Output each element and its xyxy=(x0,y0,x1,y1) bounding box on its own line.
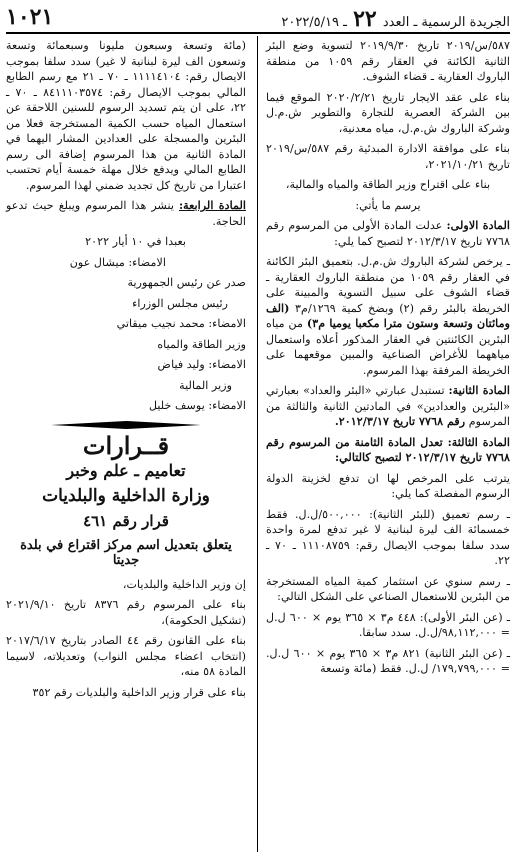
paragraph: بناء على القانون رقم ٤٤ الصادر بتاريخ ٢٠١٧/٦/١٧ (انتخاب اعضاء مجلس النواب) وتعديلاته، لاسيما المادة ٥٨ منه، xyxy=(6,634,246,678)
ornament-divider xyxy=(6,420,246,430)
article-4 xyxy=(6,198,246,229)
signature: الامضاء: يوسف خليل xyxy=(148,399,246,412)
section-title: قــرارات xyxy=(82,430,170,460)
article-3-item: ـ رسم تعميق (للبئر الثانية): ٥٠٠,٠٠٠/ل.ل. فقط خمسمائة الف ليرة لبنانية لا غير تدفع لمرة واحدة سدد سلفا بموجب الايصال رقم: ١١١٠٨٧٥٩ ـ ٧٠ ـ ٢٢. xyxy=(266,507,510,567)
article-2-text: تستبدل عبارتي «البئر والعداد» بعبارتي «البئرين والعدادين» في المادتين الثانية والثالثة من المرسوم xyxy=(266,384,510,428)
article-3-label: المادة الثالثة: xyxy=(447,434,510,449)
decision-number: قرار رقم ٤٦١ xyxy=(83,512,169,530)
column-divider xyxy=(257,36,258,852)
ministry-title: وزارة الداخلية والبلديات xyxy=(42,485,210,506)
paragraph: يرسم ما يأتي: xyxy=(355,198,421,212)
section-subtitle: تعاميم ـ علم وخبر xyxy=(66,461,186,480)
ornament-icon xyxy=(51,420,201,430)
article-3-item: ـ (عن البئر الثانية) ٨٢١ م٣ × ٣٦٥ يوم × ٦٠٠ ل.ل. = ١٧٩,٧٩٩,٠٠٠/ ل.ل. فقط (مائة وتسعة xyxy=(266,646,510,675)
article-3-text: تعدل المادة الثامنة من المرسوم رقم ٧٧٦٨ تاريخ ٢٠١٢/٣/١٧ لتصبح كالتالي: xyxy=(266,434,510,464)
article-1-amount: (الف ومائتان وتسعة وستون مترا مكعبا يوميا م٣) xyxy=(266,300,510,330)
article-1-tail: من مياه البئرين الكائنتين في العقار المذكور أعلاه واستعمال مياههما للأغراض الصناعية والمبين موقعهما على الخريطة المرفقة بهذا المرسوم. xyxy=(266,317,510,377)
paragraph: بناء على اقتراح وزير الطاقة والمياه والمالية، xyxy=(285,178,491,191)
article-1-label: المادة الاولى: xyxy=(446,218,511,232)
article-2 xyxy=(266,383,510,430)
article-3-item: ـ (عن البئر الأولى): ٤٤٨ م٣ × ٣٦٥ يوم × ٦٠٠ ل.ل = ٩٨,١١٢,٠٠٠/ل.ل. سدد سابقا. xyxy=(266,610,510,639)
page-number: ١٠٢١ xyxy=(6,4,54,30)
signed-place-date: بعبدا في ١٠ أيار ٢٠٢٢ xyxy=(85,235,186,248)
article-1 xyxy=(266,218,510,249)
energy-minister: وزير الطاقة والمياه xyxy=(157,337,246,351)
signature: الامضاء: محمد نجيب ميقاتي xyxy=(116,317,246,330)
gazette-title xyxy=(281,6,510,32)
paragraph: بناء على عقد الايجار تاريخ ٢٠٢٠/٢/٢١ الموقع فيما بين الشركة العصرية للتجارة والتطوير ش.م.ل وشركة الباروك ش.م.ل، مياه معدنية، xyxy=(266,90,511,135)
paragraph: بناء على قرار وزير الداخلية والبلديات رقم ٣٥٢ xyxy=(32,685,246,699)
header-rule xyxy=(6,32,510,34)
gazette-name: الجريدة الرسمية ـ العدد xyxy=(382,15,510,30)
signature: الامضاء: ميشال عون xyxy=(69,255,166,269)
article-1-body-text: ـ يرخص لشركة الباروك ش.م.ل. بتعميق البئر الكائنة في العقار رقم ١٠٥٩ من منطقة الباروك العقارية ـ قضاء الشوف على سبيل التسوية والمبينة على الخريطة بالبئر رقم (٢) وبضخ كمية ١٢٦٩/م٣ xyxy=(266,255,510,315)
page-header xyxy=(6,4,510,30)
finance-minister: وزير المالية xyxy=(179,378,232,392)
paragraph: ٥٨٧/س/٢٠١٩ تاريخ ٢٠١٩/٩/٣٠ لتسوية وضع البئر الثانية الكائنة في العقار رقم ١٠٥٩ من منطقة الباروك العقارية ـ قضاء الشوف. xyxy=(266,39,511,83)
article-4-label: المادة الرابعة: xyxy=(179,198,247,212)
paragraph: إن وزير الداخلية والبلديات، xyxy=(122,577,246,591)
signature: الامضاء: وليد فياض xyxy=(157,358,246,371)
issue-date: ـ ٢٠٢٢/٥/١٩ xyxy=(281,15,347,30)
article-3-item: ـ رسم سنوي عن استثمار كمية المياه المستخرجة من البئرين للاستعمال الصناعي على الشكل التالي: xyxy=(266,574,510,603)
decision-subject: يتعلق بتعديل اسم مركز اقتراع في بلدة جديتا xyxy=(20,537,232,568)
right-column xyxy=(266,38,510,852)
article-1-text: عدلت المادة الأولى من المرسوم رقم ٧٧٦٨ تاريخ ٢٠١٢/٣/١٧ لتصبح كما يلي: xyxy=(266,219,510,248)
paragraph: بناء على موافقة الادارة المبدئية رقم ٥٨٧/س/٢٠١٩ تاريخ ٢٠٢١/١٠/٢١، xyxy=(266,142,510,171)
pm-title: رئيس مجلس الوزراء xyxy=(132,296,228,310)
left-column xyxy=(6,38,246,852)
issued-by: صدر عن رئيس الجمهورية xyxy=(127,276,246,289)
article-2-bold: رقم ٧٧٦٨ تاريخ ٢٠١٢/٣/١٧. xyxy=(334,414,466,428)
paragraph: بناء على المرسوم رقم ٨٣٧٦ تاريخ ٢٠٢١/٩/١٠ (تشكيل الحكومة)، xyxy=(6,598,246,627)
article-3 xyxy=(266,435,510,466)
article-3-intro: يترتب على المرخص لها ان تدفع لخزينة الدولة الرسوم المفصلة كما يلي: xyxy=(266,471,510,500)
issue-number: ٢٢ xyxy=(353,6,377,32)
continuation: (مائة وتسعة وسبعون مليونا وسبعمائة وتسعة وتسعون الف ليرة لبنانية لا غير) سدد سلفا بموجب الايصال رقم: ١١١١٤١٠٤ ـ ٧٠ ـ ٢١ مع رسم الطابع المالي بموجب الايصال رقم: ٨٤١١١٠٣٥٧٤ ـ ٧٠ ـ ٢٢، على ان يتم تسديد الرسوم للسنين اللاحقة عن استعمال المياه حسب الكمية المستخرجة فعلا من البئرين والمسجلة على العدادين المشار اليهما في المادة الثانية من هذا المرسوم إضافة الى رسم الطابع المالي ويدفع خلال مهلة خمسة أيام تحتسب اعتبارا من تاريخ كل تجديد ضمني لهذا المرسوم. xyxy=(6,39,247,192)
article-2-label: المادة الثانية: xyxy=(448,383,510,397)
article-1-body xyxy=(266,254,510,378)
article-4-text: ينشر هذا المرسوم ويبلغ حيث تدعو الحاجة. xyxy=(6,199,246,228)
